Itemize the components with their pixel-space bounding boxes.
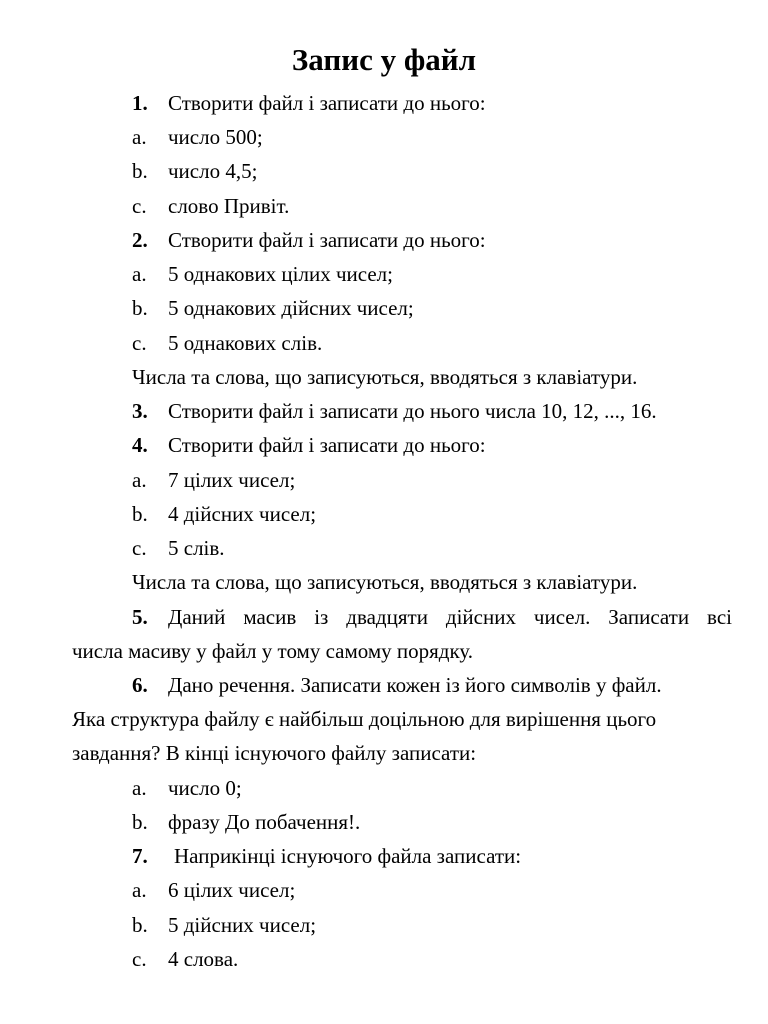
list-item-text: слово Привіт. [168, 194, 290, 218]
list-item-text: 4 дійсних чисел; [168, 502, 317, 526]
list-item-text: 5 однакових слів. [168, 331, 323, 355]
task-5-number: 5. [132, 605, 148, 629]
list-item-label: c. [132, 331, 147, 355]
task-3-number: 3. [132, 399, 148, 423]
list-item [132, 192, 289, 220]
list-item-label: a. [132, 776, 147, 800]
list-item-label: a. [132, 262, 147, 286]
task-7-heading [132, 842, 521, 870]
list-item-text: 5 дійсних чисел; [168, 913, 317, 937]
list-item [132, 294, 414, 322]
list-item-label: a. [132, 468, 147, 492]
list-item-label: c. [132, 536, 147, 560]
list-item-label: a. [132, 878, 147, 902]
task-1-text: Створити файл і записати до нього: [168, 91, 486, 115]
list-item [132, 911, 316, 939]
task-7-text: Наприкінці існуючого файла записати: [174, 844, 522, 868]
page-title: Запис у файл [291, 42, 477, 77]
list-item-text: 5 слів. [168, 536, 225, 560]
task-6-number: 6. [132, 673, 148, 697]
list-item [132, 157, 257, 185]
task-3-heading [132, 397, 657, 425]
list-item-label: b. [132, 810, 148, 834]
list-item-text: 5 однакових дійсних чисел; [168, 296, 414, 320]
task-2-note: Числа та слова, що записуються, вводяться з клавіатури. [132, 365, 638, 389]
task-4-heading [132, 431, 486, 459]
list-item [132, 876, 295, 904]
task-4-text: Створити файл і записати до нього: [168, 433, 486, 457]
list-item-text: 5 однакових цілих чисел; [168, 262, 393, 286]
task-4-number: 4. [132, 433, 148, 457]
list-item [132, 329, 322, 357]
list-item [132, 534, 225, 562]
list-item-text: число 0; [168, 776, 242, 800]
task-7-number: 7. [132, 844, 148, 868]
list-item-label: b. [132, 159, 148, 183]
list-item-text: число 4,5; [168, 159, 258, 183]
task-6-text: Дано речення. Записати кожен із його символів у файл. [168, 673, 662, 697]
list-item-label: c. [132, 947, 147, 971]
task-5-line-2: числа масиву у файл у тому самому порядку. [72, 639, 474, 663]
task-2-heading [132, 226, 486, 254]
list-item-label: b. [132, 913, 148, 937]
task-2-text: Створити файл і записати до нього: [168, 228, 486, 252]
list-item-label: c. [132, 194, 147, 218]
task-4-note: Числа та слова, що записуються, вводяться з клавіатури. [132, 570, 638, 594]
list-item-text: 6 цілих чисел; [168, 878, 296, 902]
list-item [132, 808, 360, 836]
list-item [132, 945, 238, 973]
list-item-text: 4 слова. [168, 947, 239, 971]
task-5-text: Даний масив із двадцяти дійсних чисел. Записати всі [168, 605, 732, 629]
list-item-label: b. [132, 502, 148, 526]
task-5-line-1 [132, 603, 732, 631]
task-6-line-3: завдання? В кінці існуючого файлу записати: [72, 741, 477, 765]
task-6-line-1 [132, 671, 662, 699]
list-item [132, 466, 295, 494]
list-item [132, 500, 316, 528]
list-item-text: число 500; [168, 125, 263, 149]
list-item-text: 7 цілих чисел; [168, 468, 296, 492]
task-1-number: 1. [132, 91, 148, 115]
task-6-line-2: Яка структура файлу є найбільш доцільною для вирішення цього [72, 707, 657, 731]
list-item-label: b. [132, 296, 148, 320]
list-item [132, 123, 263, 151]
list-item [132, 774, 242, 802]
task-3-text: Створити файл і записати до нього числа 10, 12, ..., 16. [168, 399, 657, 423]
list-item-label: a. [132, 125, 147, 149]
list-item [132, 260, 393, 288]
task-2-number: 2. [132, 228, 148, 252]
list-item-text: фразу До побачення!. [168, 810, 361, 834]
task-1-heading [132, 89, 486, 117]
